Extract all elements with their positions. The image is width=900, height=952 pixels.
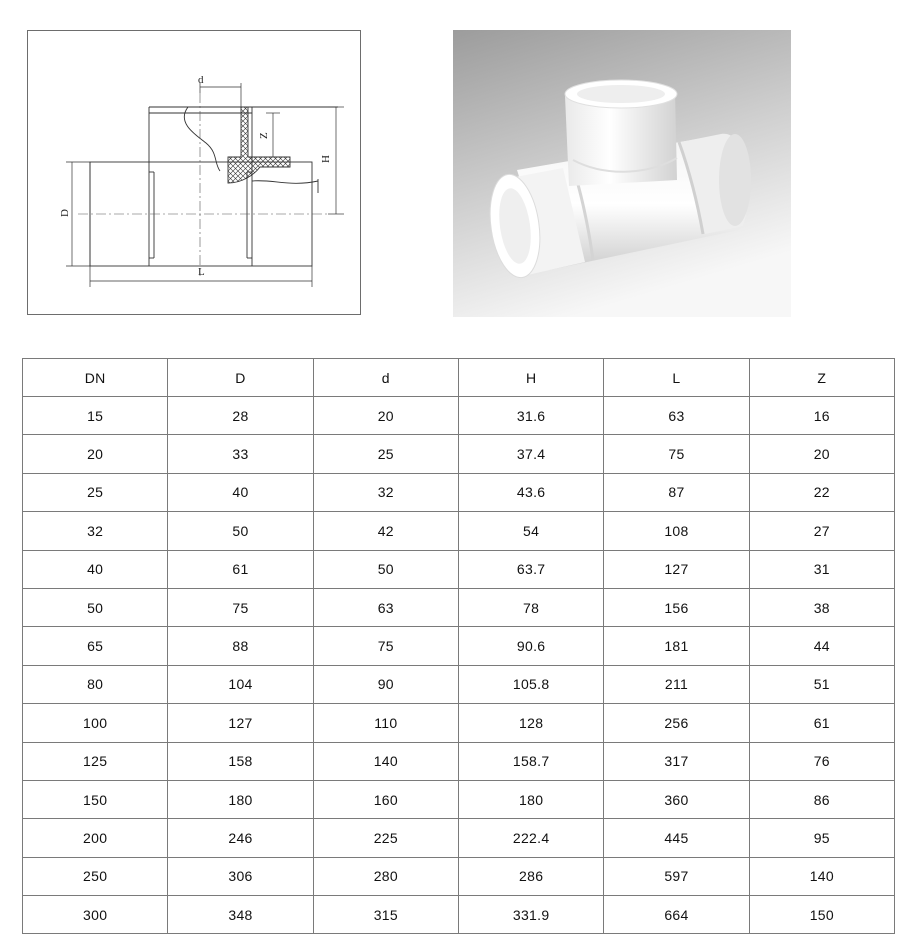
column-header-l: L [604, 359, 749, 397]
table-cell: 32 [313, 473, 458, 511]
column-header-d-small: d [313, 359, 458, 397]
table-cell: 108 [604, 512, 749, 550]
table-cell: 61 [168, 550, 313, 588]
table-cell: 33 [168, 435, 313, 473]
table-cell: 86 [749, 780, 894, 818]
table-cell: 445 [604, 819, 749, 857]
table-cell: 317 [604, 742, 749, 780]
table-cell: 286 [458, 857, 603, 895]
table-cell: 127 [604, 550, 749, 588]
table-cell: 20 [313, 397, 458, 435]
table-row [23, 588, 895, 626]
table-row [23, 397, 895, 435]
table-cell: 78 [458, 588, 603, 626]
table-cell: 664 [604, 896, 749, 934]
table-cell: 150 [749, 896, 894, 934]
table-cell: 105.8 [458, 665, 603, 703]
table-cell: 90.6 [458, 627, 603, 665]
table-cell: 31 [749, 550, 894, 588]
table-cell: 315 [313, 896, 458, 934]
table-header-row [23, 359, 895, 397]
table-cell: 110 [313, 704, 458, 742]
table-cell: 50 [168, 512, 313, 550]
table-cell: 156 [604, 588, 749, 626]
table-body [23, 397, 895, 934]
table-cell: 37.4 [458, 435, 603, 473]
table-cell: 128 [458, 704, 603, 742]
table-cell: 597 [604, 857, 749, 895]
table-row [23, 550, 895, 588]
table-cell: 40 [168, 473, 313, 511]
table-cell: 63 [313, 588, 458, 626]
column-header-d: D [168, 359, 313, 397]
table-cell: 140 [313, 742, 458, 780]
table-cell: 88 [168, 627, 313, 665]
table-cell: 348 [168, 896, 313, 934]
table-cell: 15 [23, 397, 168, 435]
table-cell: 300 [23, 896, 168, 934]
column-header-dn: DN [23, 359, 168, 397]
table-cell: 25 [313, 435, 458, 473]
table-cell: 25 [23, 473, 168, 511]
table-cell: 80 [23, 665, 168, 703]
table-row [23, 665, 895, 703]
table-cell: 31.6 [458, 397, 603, 435]
column-header-h: H [458, 359, 603, 397]
table-cell: 40 [23, 550, 168, 588]
table-cell: 158.7 [458, 742, 603, 780]
table-cell: 50 [313, 550, 458, 588]
table-cell: 306 [168, 857, 313, 895]
tee-fitting-illustration [453, 30, 791, 317]
table-cell: 63.7 [458, 550, 603, 588]
table-row [23, 780, 895, 818]
table-row [23, 473, 895, 511]
table-cell: 95 [749, 819, 894, 857]
table-cell: 360 [604, 780, 749, 818]
table-cell: 100 [23, 704, 168, 742]
label-z: Z [258, 132, 270, 139]
label-h: H [320, 155, 332, 163]
table-cell: 54 [458, 512, 603, 550]
dimension-table [22, 358, 895, 934]
table-cell: 200 [23, 819, 168, 857]
table-cell: 211 [604, 665, 749, 703]
label-big-d: D [59, 209, 71, 217]
table-row [23, 896, 895, 934]
table-cell: 22 [749, 473, 894, 511]
table-cell: 280 [313, 857, 458, 895]
table-cell: 125 [23, 742, 168, 780]
tee-cross-section-drawing [28, 31, 362, 316]
table-cell: 43.6 [458, 473, 603, 511]
table-cell: 75 [604, 435, 749, 473]
table-cell: 246 [168, 819, 313, 857]
table-cell: 225 [313, 819, 458, 857]
table-cell: 140 [749, 857, 894, 895]
table-row [23, 627, 895, 665]
table-cell: 256 [604, 704, 749, 742]
table-cell: 150 [23, 780, 168, 818]
label-d: d [198, 74, 204, 86]
table-cell: 61 [749, 704, 894, 742]
table-cell: 87 [604, 473, 749, 511]
table-cell: 16 [749, 397, 894, 435]
table-cell: 27 [749, 512, 894, 550]
table-cell: 51 [749, 665, 894, 703]
table-cell: 76 [749, 742, 894, 780]
table-cell: 20 [23, 435, 168, 473]
table-cell: 331.9 [458, 896, 603, 934]
table-cell: 104 [168, 665, 313, 703]
table-cell: 222.4 [458, 819, 603, 857]
table-cell: 75 [313, 627, 458, 665]
table-cell: 127 [168, 704, 313, 742]
table-cell: 180 [168, 780, 313, 818]
table-cell: 158 [168, 742, 313, 780]
table-cell: 38 [749, 588, 894, 626]
table-cell: 63 [604, 397, 749, 435]
table-cell: 250 [23, 857, 168, 895]
table-row [23, 742, 895, 780]
table-row [23, 819, 895, 857]
table-cell: 181 [604, 627, 749, 665]
column-header-z: Z [749, 359, 894, 397]
table-row [23, 857, 895, 895]
table-cell: 160 [313, 780, 458, 818]
table-row [23, 704, 895, 742]
label-l: L [198, 266, 205, 278]
table-row [23, 435, 895, 473]
table-cell: 75 [168, 588, 313, 626]
table-row [23, 512, 895, 550]
table-cell: 20 [749, 435, 894, 473]
product-photo [453, 30, 791, 317]
table-cell: 65 [23, 627, 168, 665]
table-cell: 44 [749, 627, 894, 665]
table-cell: 180 [458, 780, 603, 818]
table-cell: 50 [23, 588, 168, 626]
table-cell: 28 [168, 397, 313, 435]
table-cell: 90 [313, 665, 458, 703]
technical-drawing [27, 30, 361, 315]
table-cell: 42 [313, 512, 458, 550]
table-cell: 32 [23, 512, 168, 550]
